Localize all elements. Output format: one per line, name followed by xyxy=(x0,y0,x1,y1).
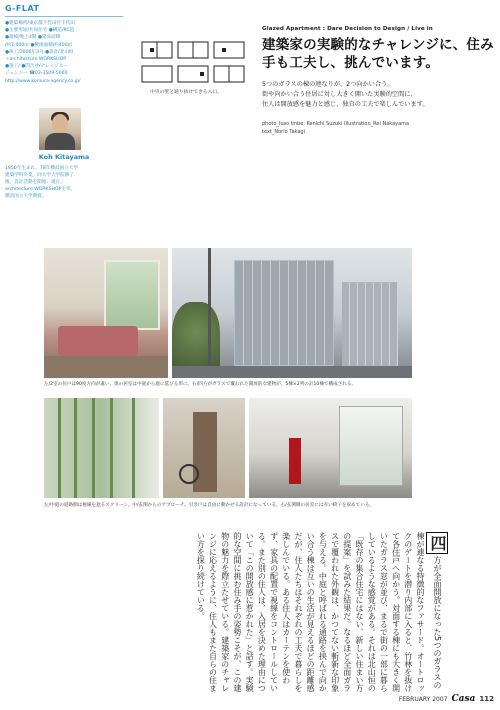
info-line: ●施工/ ●問合せ/ナレッジエー xyxy=(5,64,68,70)
building-name: G-FLAT xyxy=(5,4,40,13)
article-header xyxy=(262,26,494,137)
photo-living-room xyxy=(44,248,168,378)
info-line: ●主要用途/共同住宅 ●構造/RC造 xyxy=(5,28,75,34)
photo-room-red-chair xyxy=(249,398,412,498)
bio-line: 建築学科卒業。同大学大学院修了 xyxy=(5,173,74,178)
divider xyxy=(5,16,123,17)
body-paragraph: 方が全面開放になった5つのガラスの棟が連なる特徴的なファサード。オートロックのゲートを潜り内部に入ると、竹林を抜けて各住戸へ向かう。対面する棟にも大きく開いたガラス窓が並び、まるで街の一部に暮らしているような感覚がある。それは北山恒の「既存の集合住宅にはない、新しい住まい方の提案」を試みた結果だ。なるほど全面ガラスで覆われた外観は、かつてない斬新な印象を与える。中庭と呼ばれる通路を挟んで向かい合う棟は互いの生活が見えるほどの距離感だが、住人たちはそれぞれの工夫で暮らしを楽しんでいる。ある住人はカーテンを使わず、家具の配置で視線をコントロールしている。また別の住人は、入居を決めた理由について「この開放感に惹かれた」と話す。実験的な空間に挑む住み手の姿勢こそが、この建物の魅力を際立たせている。建築家のチャレンジに応えるように、住人もまた自らの住まい方を探り続けている。 xyxy=(196,532,442,692)
architect-portrait xyxy=(39,108,81,150)
english-title: Glazed Apartment : Dare Decision to Design / Live in xyxy=(262,26,433,32)
page-footer xyxy=(399,694,494,704)
architect-name: Koh Kitayama xyxy=(38,153,90,161)
credits xyxy=(262,120,494,137)
credit-line: photo_Isao Imbe, Kenichi Suzuki illustration_Rei Nakayama xyxy=(262,121,410,127)
building-data xyxy=(5,20,123,102)
architect-bio xyxy=(5,165,123,201)
bio-line: 横浜国立大学教授。 xyxy=(5,194,47,199)
japanese-headline: 建築家の実験的なチャレンジに、住み手も工夫し、挑んでいます。 xyxy=(262,37,494,71)
floor-plan-drawing xyxy=(140,40,248,84)
photo-entrance-approach xyxy=(163,398,245,498)
lead-line: 住人は開放感を魅力と感じ、独自の工夫で楽しんでいます。 xyxy=(262,101,429,108)
info-url[interactable]: http://www.komura-agency.co.jp/ xyxy=(5,78,81,84)
issue-date: FEBRUARY 2007 xyxy=(398,696,448,703)
credit-line: text_Norio Takagi xyxy=(262,129,305,136)
article-body xyxy=(46,532,448,694)
page-number: 112 xyxy=(479,695,494,703)
bio-line: architecture WORKSHOP主宰。 xyxy=(5,187,76,192)
info-line: /約1,000㎡ ●敷地面積/約400㎡ xyxy=(5,42,73,48)
lead-text xyxy=(262,80,494,110)
info-line: ●竣工/2006年3月 ●設計/北山恒 xyxy=(5,49,74,55)
plan-caption: 中央の壁と通り抜けできる入口。 xyxy=(150,90,222,95)
drop-cap: 四 xyxy=(426,532,448,554)
building-info xyxy=(5,4,123,201)
photo-caption-bottom: 左/中庭の道路側は視線を遮るスクリーン。中/玄関からのアプローチ。引き戸は自由に動かせる設計になっている。右/玄関側の居室には赤い椅子を収めている。 xyxy=(44,503,375,508)
info-line: ●建築場所/東京都千代田区千代田 xyxy=(5,21,75,26)
photo-caption-top: 左/2室の住戸は90度方向が違い、奥の居室は中庭から庭に延びる形に。右/四方がガラスで覆われた開放的な建物が、5棟×2列の計10棟で構成される。 xyxy=(44,382,357,387)
lead-line: 5つのガラスの棟の連なりが、2つ向かい合う。 xyxy=(262,81,394,88)
lead-line: 街や向かい合う住居に対し大きく開いた実験的空間に、 xyxy=(262,91,417,98)
bio-line: 後、設計活動を開始。現在、 xyxy=(5,180,65,185)
photo-building-exterior xyxy=(172,248,412,378)
floor-plan xyxy=(140,40,248,84)
magazine-logo: Casa xyxy=(451,694,476,704)
info-line: ●規模/地上4階 ●延床面積 xyxy=(5,35,61,41)
info-line: ジェンシー ☎03-3509-5000 xyxy=(5,71,68,77)
photo-bamboo-courtyard xyxy=(44,398,159,498)
bio-line: 1950年生まれ。78年横浜国立大学 xyxy=(5,166,78,171)
info-line: ＋architecture WORKSHOP xyxy=(5,57,66,63)
